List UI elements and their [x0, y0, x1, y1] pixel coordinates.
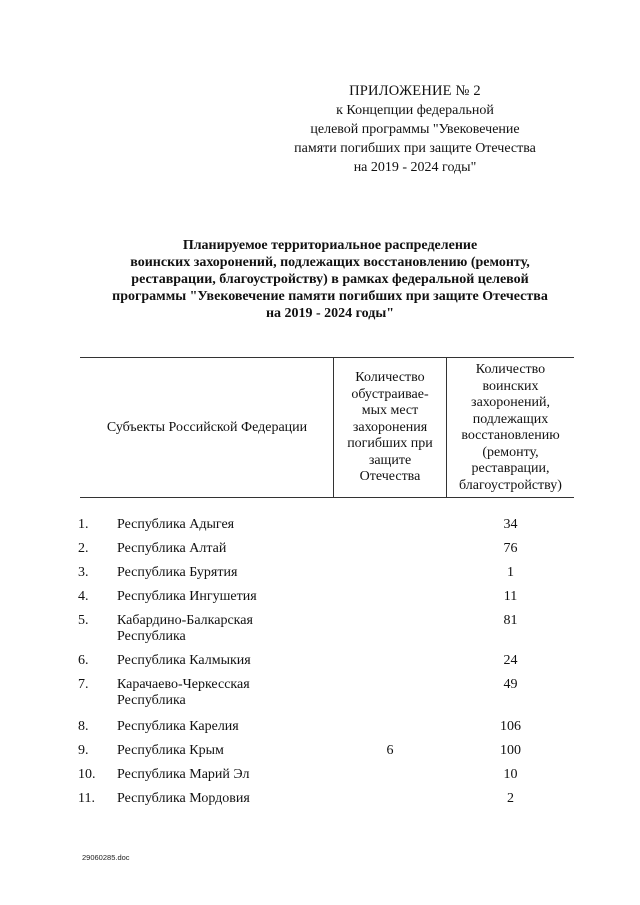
burials-value: 100 [500, 743, 521, 758]
appendix-heading: ПРИЛОЖЕНИЕ № 2 [349, 83, 481, 99]
burials-value: 11 [503, 589, 518, 604]
header-line: подлежащих [472, 411, 549, 427]
title-line: Планируемое территориальное распределение [182, 238, 478, 253]
appendix-line: целевой программы "Увековечение [310, 122, 520, 137]
row-number: 8. [78, 719, 89, 734]
column-header-subjects: Субъекты Российской Федерации [106, 420, 308, 435]
header-line: (ремонту, [482, 444, 539, 460]
region-name: Республика Крым [117, 743, 224, 758]
title-line: программы "Увековечение памяти погибших при защите Отечества [112, 289, 548, 304]
header-line: захоронения [352, 419, 428, 435]
appendix-block [250, 82, 580, 177]
column-header-places [334, 370, 446, 486]
header-line: Количество [475, 362, 546, 377]
row-number: 11. [78, 791, 95, 806]
header-line: мых мест [361, 403, 419, 418]
region-name: Карачаево-Черкесская Республика [117, 677, 250, 708]
table-header-bottom-rule [80, 497, 574, 498]
burials-value: 10 [503, 767, 518, 782]
row-number: 7. [78, 677, 89, 692]
title-line: реставрации, благоустройству) в рамках федеральной целевой [131, 272, 529, 287]
title-line: воинских захоронений, подлежащих восстановлению (ремонту, [130, 255, 530, 270]
document-title [70, 237, 590, 322]
region-name: Республика Марий Эл [117, 767, 250, 782]
burials-value: 34 [503, 517, 518, 532]
region-name: Республика Мордовия [117, 791, 250, 806]
appendix-line: к Концепции федеральной [336, 103, 494, 118]
header-line: благоустройству) [459, 477, 562, 493]
appendix-line: на 2019 - 2024 годы" [353, 160, 477, 175]
footer-file-name: 29060285.doc [82, 853, 130, 862]
region-name: Республика Калмыкия [117, 653, 251, 668]
region-name: Республика Бурятия [117, 565, 238, 580]
burials-value: 49 [503, 677, 518, 692]
burials-value: 24 [503, 653, 518, 668]
header-line: погибших при [347, 436, 433, 451]
region-name: Республика Ингушетия [117, 589, 257, 604]
row-number: 6. [78, 653, 89, 668]
row-number: 1. [78, 517, 89, 532]
region-name: Республика Алтай [117, 541, 227, 556]
table-top-rule [80, 357, 574, 358]
region-name: Республика Адыгея [117, 517, 235, 532]
places-value: 6 [386, 743, 394, 758]
header-line: обустраивае- [351, 386, 429, 402]
row-number: 9. [78, 743, 89, 758]
region-name: Кабардино-Балкарская Республика [117, 613, 253, 644]
row-number: 2. [78, 541, 89, 556]
header-line: воинских [482, 378, 539, 394]
header-line: захоронений, [471, 395, 550, 410]
appendix-line: памяти погибших при защите Отечества [294, 141, 536, 156]
burials-value: 76 [503, 541, 518, 556]
burials-value: 2 [507, 791, 514, 806]
header-line: восстановлению [461, 428, 560, 443]
row-number: 4. [78, 589, 89, 604]
region-name: Республика Карелия [117, 719, 239, 734]
header-line: защите [368, 452, 412, 468]
header-line: реставрации, [471, 461, 550, 476]
row-number: 10. [78, 767, 96, 782]
row-number: 3. [78, 565, 89, 580]
burials-value: 81 [503, 613, 518, 628]
title-line: на 2019 - 2024 годы" [265, 306, 395, 321]
burials-value: 106 [500, 719, 521, 734]
header-line: Отечества [359, 469, 421, 484]
row-number: 5. [78, 613, 89, 628]
burials-value: 1 [507, 565, 514, 580]
header-line: Количество [355, 370, 425, 385]
column-header-burials [447, 362, 574, 494]
